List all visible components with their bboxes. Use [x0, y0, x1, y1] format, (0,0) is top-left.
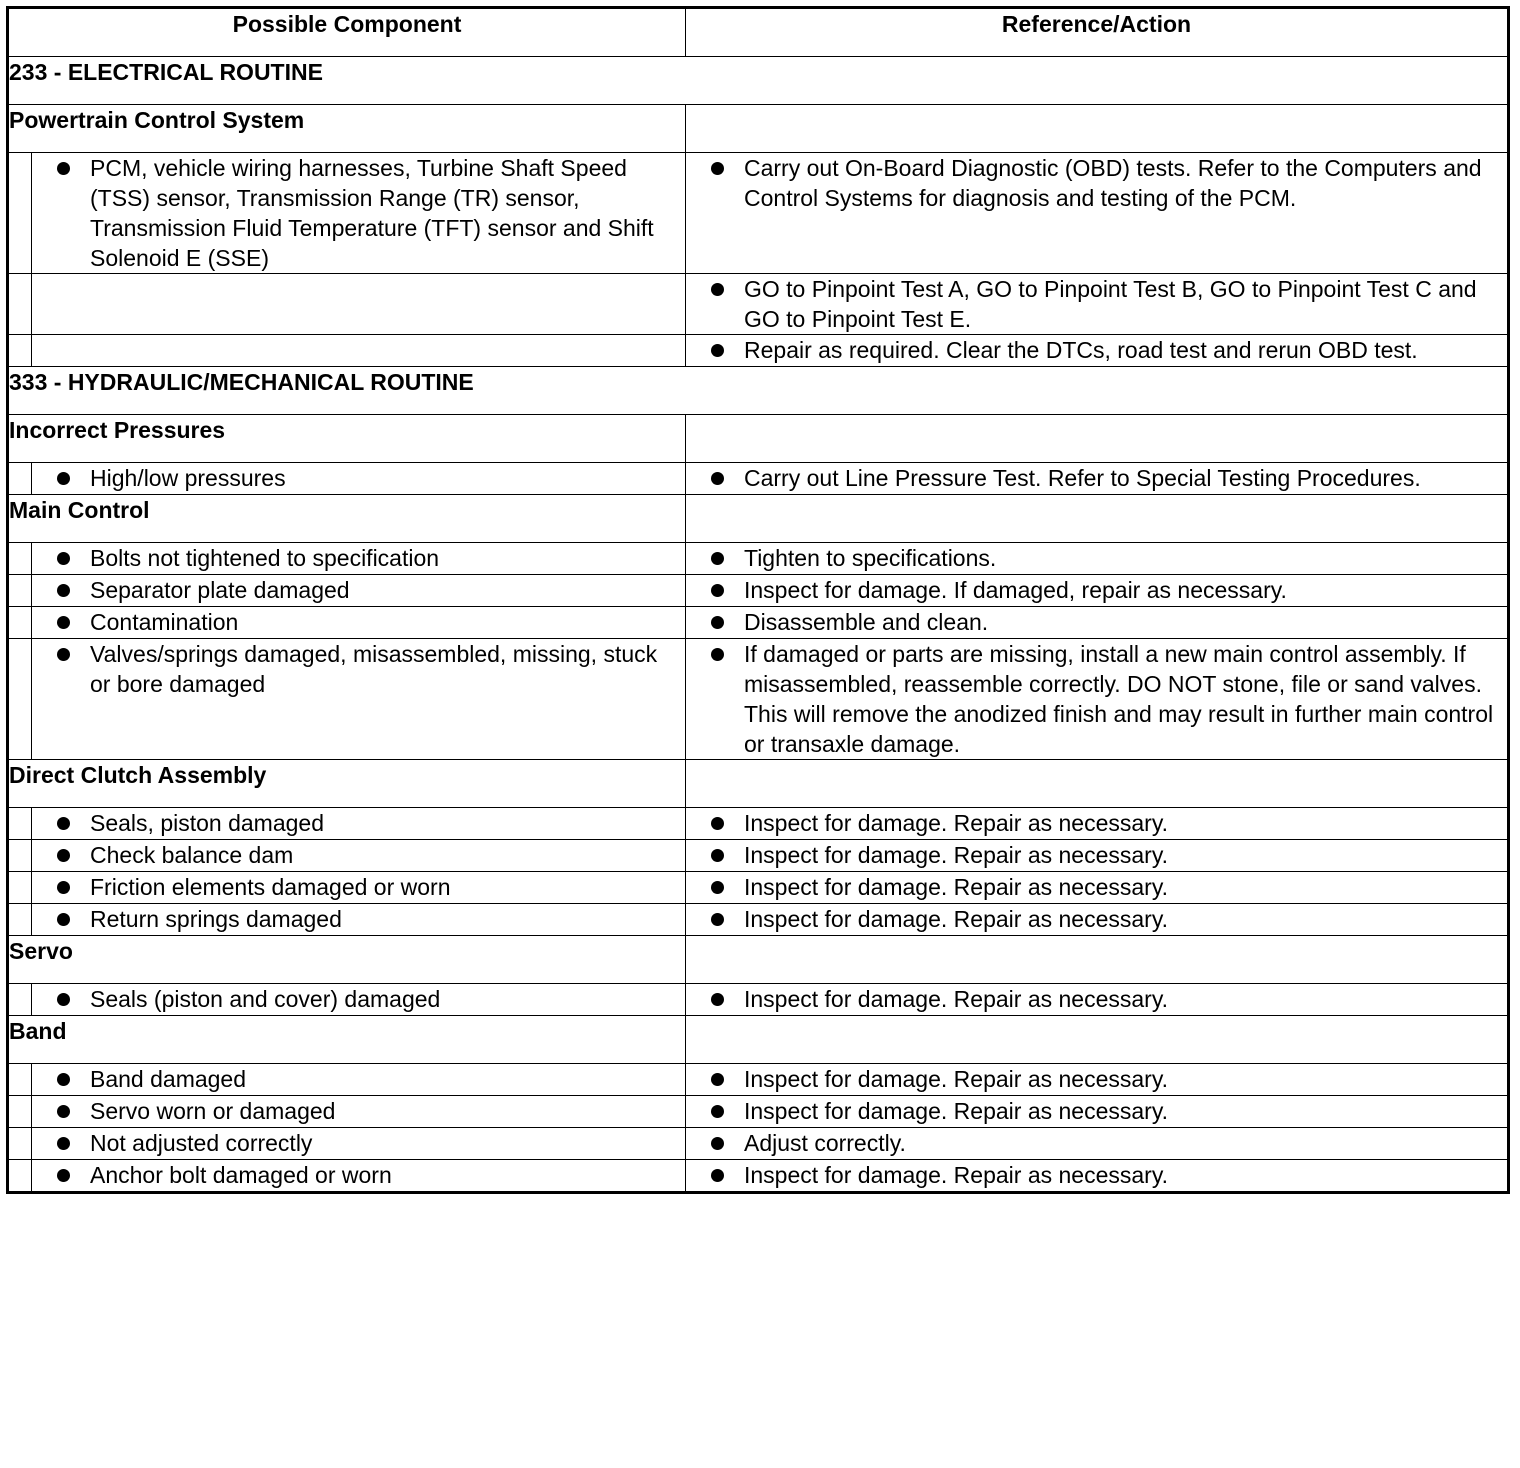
subsection-row — [8, 495, 1509, 543]
component-text: Valves/springs damaged, misassembled, missing, stuck or bore damaged — [90, 641, 658, 697]
bullet-item — [686, 153, 1507, 213]
bullet-icon — [711, 1137, 724, 1150]
bullet-icon — [57, 1105, 70, 1118]
action-cell — [686, 575, 1509, 607]
bullet-item — [32, 984, 685, 1014]
action-cell — [686, 463, 1509, 495]
component-cell — [32, 463, 686, 495]
action-text: If damaged or parts are missing, install a new main control assembly. If misassembled, reassemble correctly. DO NOT stone, file or sand valves. This will remove the anodized finish and may result in further main control or transaxle damage. — [744, 641, 1494, 757]
action-text: Carry out Line Pressure Test. Refer to Special Testing Procedures. — [744, 465, 1421, 491]
bullet-item — [32, 153, 685, 273]
bullet-item — [32, 543, 685, 573]
component-text: PCM, vehicle wiring harnesses, Turbine Shaft Speed (TSS) sensor, Transmission Range (TR) sensor, Transmission Fluid Temperature (TFT) sensor and Shift Solenoid E (SSE) — [90, 155, 654, 271]
action-text: Adjust correctly. — [744, 1130, 906, 1156]
component-cell — [32, 1160, 686, 1193]
bullet-icon — [57, 1169, 70, 1182]
component-cell — [32, 872, 686, 904]
action-text: Inspect for damage. If damaged, repair as necessary. — [744, 577, 1287, 603]
bullet-icon — [57, 849, 70, 862]
bullet-icon — [57, 1137, 70, 1150]
bullet-item — [32, 639, 685, 699]
table-row — [8, 1064, 1509, 1096]
bullet-item — [686, 274, 1507, 334]
table-body — [8, 57, 1509, 1193]
component-text: Bolts not tightened to specification — [90, 545, 440, 571]
action-text: Inspect for damage. Repair as necessary. — [744, 874, 1169, 900]
header-component: Possible Component — [8, 8, 686, 57]
bullet-item — [32, 463, 685, 493]
bullet-item — [686, 904, 1507, 934]
indent-cell — [8, 872, 32, 904]
bullet-icon — [57, 472, 70, 485]
header-action: Reference/Action — [686, 8, 1509, 57]
action-cell — [686, 1064, 1509, 1096]
action-text: Inspect for damage. Repair as necessary. — [744, 1162, 1169, 1188]
table-row — [8, 543, 1509, 575]
subsection-title: Main Control — [8, 495, 686, 543]
bullet-icon — [711, 993, 724, 1006]
bullet-icon — [711, 817, 724, 830]
bullet-item — [686, 808, 1507, 838]
bullet-icon — [57, 584, 70, 597]
indent-cell — [8, 1128, 32, 1160]
action-text: Inspect for damage. Repair as necessary. — [744, 810, 1169, 836]
bullet-icon — [57, 913, 70, 926]
table-row — [8, 463, 1509, 495]
bullet-icon — [57, 817, 70, 830]
table-row — [8, 1128, 1509, 1160]
component-cell — [32, 1064, 686, 1096]
section-title: 233 - ELECTRICAL ROUTINE — [8, 57, 1509, 105]
action-text: Inspect for damage. Repair as necessary. — [744, 986, 1169, 1012]
bullet-icon — [711, 162, 724, 175]
indent-cell — [8, 463, 32, 495]
bullet-item — [686, 543, 1507, 573]
component-text: Band damaged — [90, 1066, 247, 1092]
indent-cell — [8, 274, 32, 335]
bullet-icon — [57, 881, 70, 894]
component-cell — [32, 904, 686, 936]
bullet-icon — [57, 1073, 70, 1086]
component-text: Seals, piston damaged — [90, 810, 324, 836]
bullet-icon — [57, 648, 70, 661]
indent-cell — [8, 153, 32, 274]
header-row — [8, 8, 1509, 57]
component-text: Return springs damaged — [90, 906, 342, 932]
indent-cell — [8, 1160, 32, 1193]
action-cell — [686, 808, 1509, 840]
bullet-item — [32, 872, 685, 902]
bullet-item — [686, 1128, 1507, 1158]
component-cell — [32, 808, 686, 840]
subsection-action-empty — [686, 1016, 1509, 1064]
bullet-item — [686, 1160, 1507, 1190]
table-row — [8, 1160, 1509, 1193]
action-cell — [686, 1096, 1509, 1128]
table-row — [8, 274, 1509, 335]
subsection-action-empty — [686, 415, 1509, 463]
component-cell — [32, 1096, 686, 1128]
action-text: Inspect for damage. Repair as necessary. — [744, 906, 1169, 932]
subsection-title: Band — [8, 1016, 686, 1064]
bullet-item — [686, 335, 1507, 365]
action-cell — [686, 872, 1509, 904]
bullet-item — [32, 1128, 685, 1158]
bullet-item — [686, 872, 1507, 902]
bullet-item — [686, 984, 1507, 1014]
bullet-item — [32, 808, 685, 838]
bullet-icon — [711, 283, 724, 296]
table-row — [8, 639, 1509, 760]
bullet-icon — [57, 616, 70, 629]
indent-cell — [8, 335, 32, 367]
indent-cell — [8, 543, 32, 575]
subsection-row — [8, 760, 1509, 808]
table-row — [8, 153, 1509, 274]
component-cell — [32, 984, 686, 1016]
bullet-icon — [711, 849, 724, 862]
diagnosis-table — [6, 6, 1510, 1194]
subsection-title: Servo — [8, 936, 686, 984]
component-cell — [32, 1128, 686, 1160]
bullet-item — [686, 1064, 1507, 1094]
component-text: Anchor bolt damaged or worn — [90, 1162, 392, 1188]
action-cell — [686, 639, 1509, 760]
table-row — [8, 872, 1509, 904]
component-text: Seals (piston and cover) damaged — [90, 986, 441, 1012]
bullet-icon — [57, 993, 70, 1006]
indent-cell — [8, 1096, 32, 1128]
action-cell — [686, 984, 1509, 1016]
subsection-row — [8, 105, 1509, 153]
component-text: Servo worn or damaged — [90, 1098, 336, 1124]
indent-cell — [8, 904, 32, 936]
bullet-item — [32, 1064, 685, 1094]
action-text: GO to Pinpoint Test A, GO to Pinpoint Test B, GO to Pinpoint Test C and GO to Pinpoint Test E. — [744, 276, 1477, 332]
table-row — [8, 575, 1509, 607]
subsection-action-empty — [686, 760, 1509, 808]
bullet-item — [32, 904, 685, 934]
indent-cell — [8, 984, 32, 1016]
component-cell — [32, 607, 686, 639]
bullet-icon — [711, 584, 724, 597]
component-text: Friction elements damaged or worn — [90, 874, 451, 900]
table-row — [8, 335, 1509, 367]
action-cell — [686, 1128, 1509, 1160]
bullet-item — [686, 575, 1507, 605]
table-row — [8, 1096, 1509, 1128]
bullet-icon — [711, 1073, 724, 1086]
bullet-item — [686, 840, 1507, 870]
indent-cell — [8, 840, 32, 872]
component-text: High/low pressures — [90, 465, 286, 491]
action-cell — [686, 840, 1509, 872]
section-row — [8, 57, 1509, 105]
bullet-icon — [711, 913, 724, 926]
component-cell — [32, 153, 686, 274]
component-cell — [32, 274, 686, 335]
bullet-icon — [711, 1105, 724, 1118]
bullet-item — [686, 639, 1507, 759]
action-text: Disassemble and clean. — [744, 609, 989, 635]
bullet-item — [32, 1096, 685, 1126]
action-text: Inspect for damage. Repair as necessary. — [744, 1098, 1169, 1124]
subsection-action-empty — [686, 936, 1509, 984]
action-cell — [686, 274, 1509, 335]
bullet-icon — [57, 552, 70, 565]
table-row — [8, 840, 1509, 872]
action-cell — [686, 607, 1509, 639]
subsection-action-empty — [686, 495, 1509, 543]
indent-cell — [8, 575, 32, 607]
bullet-icon — [711, 472, 724, 485]
table-row — [8, 808, 1509, 840]
action-text: Tighten to specifications. — [744, 545, 997, 571]
bullet-item — [686, 463, 1507, 493]
bullet-icon — [711, 648, 724, 661]
bullet-item — [32, 607, 685, 637]
action-text: Repair as required. Clear the DTCs, road test and rerun OBD test. — [744, 337, 1418, 363]
bullet-item — [32, 575, 685, 605]
bullet-item — [686, 607, 1507, 637]
action-cell — [686, 904, 1509, 936]
bullet-icon — [57, 162, 70, 175]
bullet-icon — [711, 552, 724, 565]
section-title: 333 - HYDRAULIC/MECHANICAL ROUTINE — [8, 367, 1509, 415]
bullet-item — [32, 1160, 685, 1190]
bullet-icon — [711, 1169, 724, 1182]
component-cell — [32, 335, 686, 367]
component-text: Not adjusted correctly — [90, 1130, 313, 1156]
subsection-row — [8, 1016, 1509, 1064]
bullet-icon — [711, 616, 724, 629]
indent-cell — [8, 639, 32, 760]
action-cell — [686, 1160, 1509, 1193]
subsection-title: Direct Clutch Assembly — [8, 760, 686, 808]
action-text: Carry out On-Board Diagnostic (OBD) tests. Refer to the Computers and Control Systems for diagnosis and testing of the PCM. — [744, 155, 1482, 211]
bullet-item — [32, 840, 685, 870]
component-cell — [32, 543, 686, 575]
action-text: Inspect for damage. Repair as necessary. — [744, 842, 1169, 868]
component-text: Separator plate damaged — [90, 577, 350, 603]
indent-cell — [8, 1064, 32, 1096]
subsection-action-empty — [686, 105, 1509, 153]
section-row — [8, 367, 1509, 415]
bullet-item — [686, 1096, 1507, 1126]
bullet-icon — [711, 881, 724, 894]
component-text: Contamination — [90, 609, 239, 635]
table-row — [8, 904, 1509, 936]
subsection-row — [8, 415, 1509, 463]
component-cell — [32, 840, 686, 872]
action-text: Inspect for damage. Repair as necessary. — [744, 1066, 1169, 1092]
indent-cell — [8, 808, 32, 840]
table-row — [8, 984, 1509, 1016]
action-cell — [686, 153, 1509, 274]
subsection-title: Powertrain Control System — [8, 105, 686, 153]
action-cell — [686, 543, 1509, 575]
bullet-icon — [711, 344, 724, 357]
subsection-row — [8, 936, 1509, 984]
subsection-title: Incorrect Pressures — [8, 415, 686, 463]
component-text: Check balance dam — [90, 842, 294, 868]
component-cell — [32, 639, 686, 760]
table-row — [8, 607, 1509, 639]
component-cell — [32, 575, 686, 607]
indent-cell — [8, 607, 32, 639]
action-cell — [686, 335, 1509, 367]
